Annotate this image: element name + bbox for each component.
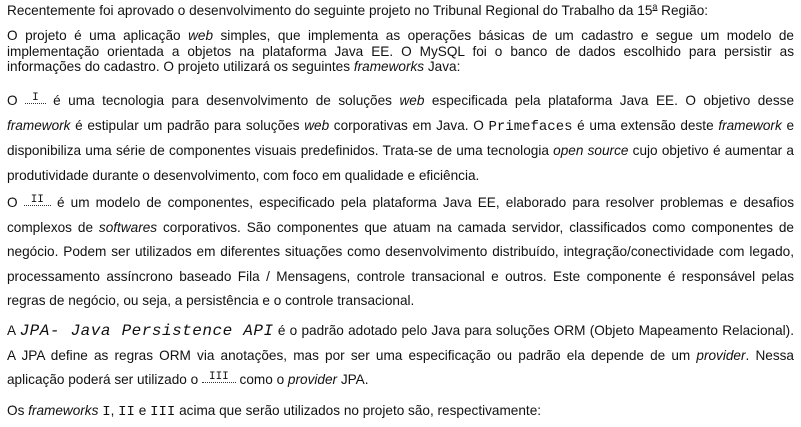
- framework-I-text-3: especificada pela plataforma Java EE. O objetivo desse: [424, 93, 795, 108]
- question-text-4: e: [134, 403, 151, 418]
- question-prompt: [7, 403, 794, 421]
- framework-I-framework-term-2: framework: [718, 117, 782, 133]
- project-web-term: web: [188, 28, 213, 43]
- jpa-text-1: A: [7, 323, 20, 338]
- framework-II-text-2: é um modelo de componentes, especificado pela plataforma Java EE, elaborado para resolver problemas e desafios complexos de: [7, 195, 794, 235]
- question-frameworks-term: frameworks: [28, 403, 99, 418]
- jpa-paragraph: [7, 319, 794, 393]
- intro-text: Recentemente foi aprovado o desenvolvimento do seguinte projeto no Tribunal Regional do Trabalho da 15: [7, 3, 653, 18]
- softwares-term: softwares: [98, 219, 158, 235]
- framework-I-text-5: corporativas em Java. O: [329, 117, 489, 133]
- jpa-text-5: JPA.: [337, 372, 369, 388]
- framework-I-text-4: é estipular um padrão para soluções: [70, 117, 305, 133]
- framework-I-web-term-2: web: [304, 117, 330, 133]
- framework-II-text-3: corporativos. São componentes que atuam na camada servidor, classificados como componentes de negócio. Podem ser utilizados em diferentes situações como desenvolvimento distribuído, integração/conectividade com legado, processamento assíncrono baseado Fila / Mensagens, controle transacional e outros. Este componente é responsável pelas regras de negócio, ou seja, a persistência e o controle transacional.: [7, 219, 794, 309]
- provider-term-2: provider: [287, 372, 338, 388]
- project-description-paragraph: [7, 28, 794, 75]
- question-label-III: III: [150, 404, 176, 420]
- intro-paragraph: [7, 3, 794, 19]
- framework-I-framework-term-1: framework: [7, 117, 71, 133]
- jpa-code-term: JPA- Java Persistence API: [19, 322, 274, 340]
- provider-term-1: provider: [696, 347, 746, 363]
- blank-I: I: [25, 93, 46, 104]
- jpa-text-3: . Nessa aplicação poderá ser utilizado o: [7, 347, 794, 388]
- framework-I-web-term-1: web: [399, 93, 425, 108]
- framework-II-text-1: O: [7, 195, 24, 210]
- framework-I-text-2: é uma tecnologia para desenvolvimento de soluções: [45, 93, 400, 108]
- framework-II-paragraph: [7, 191, 794, 314]
- project-frameworks-term: frameworks: [353, 59, 425, 74]
- project-text-1: O projeto é uma aplicação: [7, 28, 189, 43]
- blank-II: II: [24, 195, 51, 206]
- blank-III: III: [202, 372, 236, 383]
- jpa-text-2: é o padrão adotado pelo Java para soluções ORM (Objeto Mapeamento Relacional). A JPA define as regras ORM via anotações, mas por ser uma especificação ou padrão ela depende de um: [7, 323, 794, 363]
- framework-I-text-8: cujo objetivo é aumentar a produtividade durante o desenvolvimento, com foco em qualidade e eficiência.: [7, 143, 794, 183]
- project-text-2: simples, que implementa as operações básicas de um cadastro e segue um modelo de implementação orientada a objetos na plataforma Java EE. O MySQL foi o banco de dados escolhido para persistir as informações do cadastro. O projeto utilizará os seguintes: [7, 28, 794, 74]
- open-source-term: open source: [553, 143, 629, 159]
- project-text-3: Java:: [424, 59, 461, 74]
- ordinal-superscript: a: [652, 1, 658, 12]
- question-text-5: acima que serão utilizados no projeto são, respectivamente:: [175, 403, 542, 418]
- framework-I-text-1: O: [7, 93, 26, 108]
- question-label-I: I: [102, 404, 111, 420]
- primefaces-term: Primefaces: [488, 118, 573, 135]
- framework-I-paragraph: [7, 89, 794, 188]
- framework-I-text-6: é uma extensão deste: [572, 117, 719, 133]
- intro-suffix: Região:: [657, 3, 709, 18]
- jpa-text-4: como o: [235, 372, 288, 388]
- question-label-II: II: [118, 404, 135, 420]
- framework-I-text-7: e disponibiliza uma série de componentes visuais predefinidos. Trata-se de uma tecnologia: [7, 117, 794, 159]
- question-text-1: Os: [7, 403, 29, 418]
- question-text-3: ,: [110, 403, 119, 418]
